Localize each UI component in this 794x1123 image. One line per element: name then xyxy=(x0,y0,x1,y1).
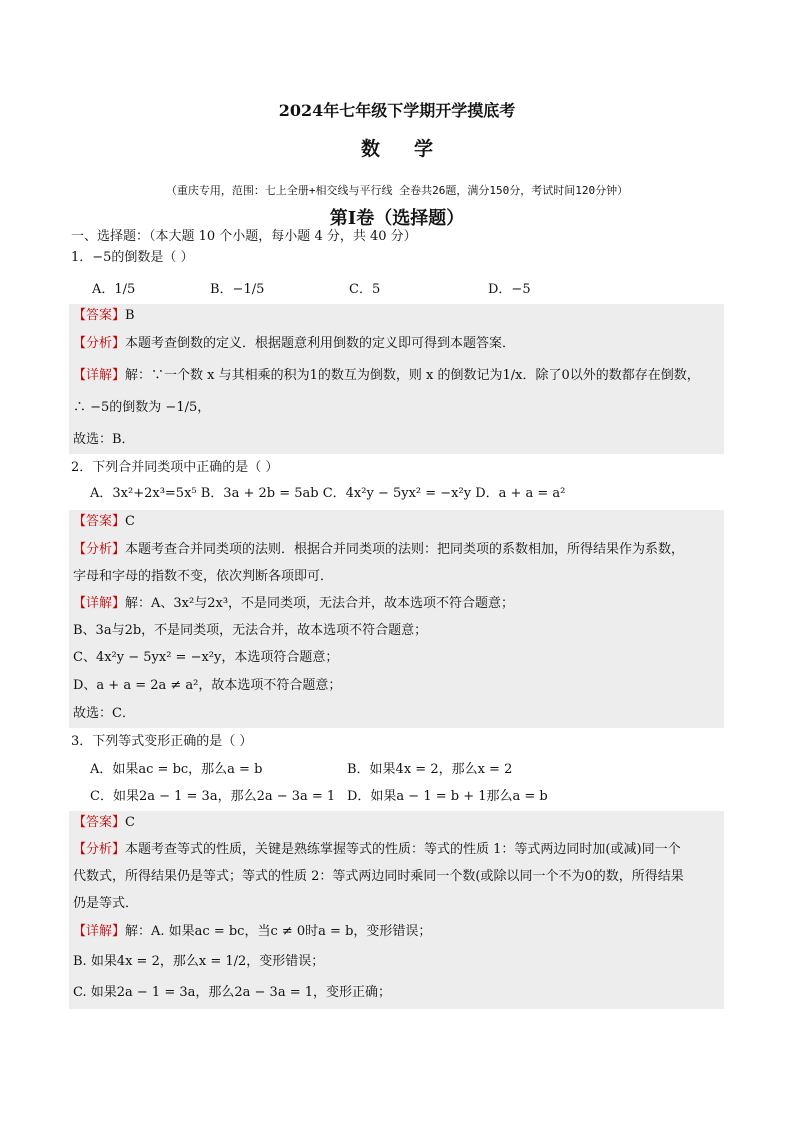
subject-heading: 数学 xyxy=(360,138,467,160)
analysis-tag: 【分析】 xyxy=(73,336,126,351)
q1-stem: 1．−5的倒数是（ ） xyxy=(71,250,194,265)
detail-tag: 【详解】 xyxy=(73,596,126,611)
exam-title: 2024年七年级下学期开学摸底考 xyxy=(278,101,516,120)
q2-analysis-line1 xyxy=(73,540,684,560)
q2-answer xyxy=(73,512,135,532)
q3-option-c: C．如果2a − 1 = 3a，那么2a − 3a = 1 xyxy=(90,789,336,804)
q2-stem: 2．下列合并同类项中正确的是（ ） xyxy=(71,460,279,475)
q2-detail-line3: C、4x²y − 5yx² = −x²y，本选项符合题意； xyxy=(73,650,339,665)
q3-analysis-text: 本题考查等式的性质，关键是熟练掌握等式的性质：等式的性质 1：等式两边同时加(或减)同一个 xyxy=(125,842,681,857)
q3-analysis-line1 xyxy=(73,840,681,860)
q2-conclusion: 故选：C． xyxy=(73,706,135,721)
answer-tag: 【答案】 xyxy=(73,815,126,830)
q3-option-b: B．如果4x = 2，那么x = 2 xyxy=(347,762,513,777)
exam-scope: （重庆专用，范围：七上全册+相交线与平行线 全卷共26题，满分150分，考试时间120分钟） xyxy=(165,184,629,197)
q1-option-c: C．5 xyxy=(349,282,381,297)
q2-answer-value: C xyxy=(125,514,135,529)
answer-tag: 【答案】 xyxy=(73,514,126,529)
q3-answer xyxy=(73,813,135,833)
q2-detail-text: 解：A、3x²与2x³，不是同类项，无法合并，故本选项不符合题意； xyxy=(125,596,515,611)
q2-detail-line4: D、a + a = 2a ≠ a²，故本选项不符合题意； xyxy=(73,678,342,693)
analysis-tag: 【分析】 xyxy=(73,542,126,557)
q1-answer-value: B xyxy=(125,308,135,323)
q3-analysis-line3: 仍是等式． xyxy=(73,896,139,911)
q3-detail-line2: B. 如果4x = 2，那么x = 1/2，变形错误； xyxy=(73,954,325,969)
answer-tag: 【答案】 xyxy=(73,308,126,323)
q3-detail-line1 xyxy=(73,922,431,942)
q3-option-d: D．如果a − 1 = b + 1那么a = b xyxy=(347,789,548,804)
section-heading: 一、选择题：（本大题 10 个小题，每小题 4 分，共 40 分） xyxy=(71,229,417,244)
detail-tag: 【详解】 xyxy=(73,368,126,383)
q1-analysis xyxy=(73,334,515,354)
q1-detail-line1 xyxy=(73,366,700,386)
q2-analysis-line2: 字母和字母的指数不变，依次判断各项即可． xyxy=(73,569,334,584)
q1-option-d: D．−5 xyxy=(488,282,531,297)
q1-conclusion: 故选：B． xyxy=(73,432,135,447)
q2-detail-line2: B、3a与2b，不是同类项，无法合并，故本选项不符合题意； xyxy=(73,623,428,638)
q1-detail-text: 解：∵一个数 x 与其相乘的积为1的数互为倒数，则 x 的倒数记为1/x．除了0以外的数都存在倒数， xyxy=(125,368,700,383)
q1-answer xyxy=(73,306,135,326)
volume-heading: 第Ⅰ卷（选择题） xyxy=(329,208,465,229)
q2-analysis-text: 本题考查合并同类项的法则．根据合并同类项的法则：把同类项的系数相加，所得结果作为系数， xyxy=(125,542,685,557)
q1-analysis-text: 本题考查倒数的定义．根据题意利用倒数的定义即可得到本题答案． xyxy=(125,336,516,351)
q1-option-a: A．1/5 xyxy=(92,282,136,297)
q3-detail-text: 解：A. 如果ac = bc，当c ≠ 0时a = b，变形错误； xyxy=(125,924,432,939)
q3-stem: 3．下列等式变形正确的是（ ） xyxy=(71,734,253,749)
q3-option-a: A．如果ac = bc，那么a = b xyxy=(90,762,263,777)
q2-options: A．3x²+2x³=5x⁵ B．3a + 2b = 5ab C．4x²y − 5yx² = −x²y D．a + a = a² xyxy=(90,486,566,501)
analysis-tag: 【分析】 xyxy=(73,842,126,857)
detail-tag: 【详解】 xyxy=(73,924,126,939)
q3-analysis-line2: 代数式，所得结果仍是等式；等式的性质 2：等式两边同时乘同一个数(或除以同一个不为0的数，所得结果 xyxy=(73,869,684,884)
q1-option-b: B．−1/5 xyxy=(210,282,265,297)
q3-detail-line3: C. 如果2a − 1 = 3a，那么2a − 3a = 1，变形正确； xyxy=(73,985,392,1000)
q2-detail-line1 xyxy=(73,594,514,614)
q1-detail-line2: ∴ −5的倒数为 −1/5， xyxy=(73,400,211,415)
q3-answer-value: C xyxy=(125,815,135,830)
